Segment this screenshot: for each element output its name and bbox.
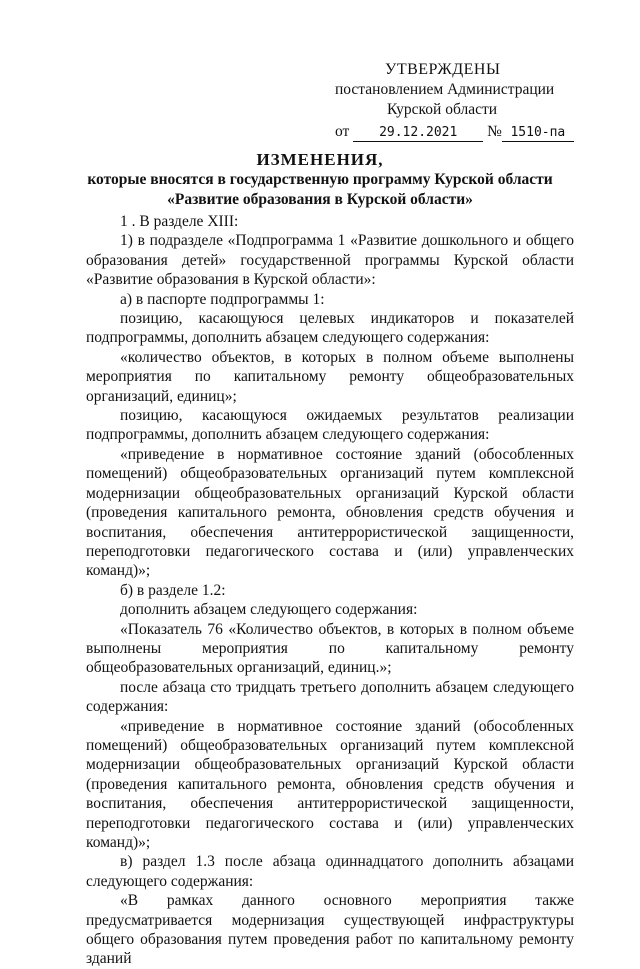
approval-date-line [335,122,605,142]
paragraph-14: «В рамках данного основного мероприятия также предусматривается модернизация существующей инфраструктуры общего образования путем проведения работ по капитальному ремонту зданий [86,892,574,968]
paragraph-6: позицию, касающуюся ожидаемых результатов реализации подпрограммы, дополнить абзацем следующего содержания: [86,407,574,444]
paragraph-5: «количество объектов, в которых в полном объеме выполнены мероприятия по капитальному ремонту общеобразовательных организаций, единиц»; [86,348,574,405]
approval-title: УТВЕРЖДЕНЫ [385,61,501,78]
paragraph-11: после абзаца сто тридцать третьего дополнить абзацем следующего содержания: [86,678,574,716]
number-value: 1510-па [502,125,574,142]
document-body [86,212,574,969]
paragraph-7: «приведение в нормативное состояние зданий (обособленных помещений) общеобразовательных организаций путем комплексной модернизации общеобразовательных организаций Курской области (проведения капитального ремонта, обновления средств обучения и воспитания, обеспечения антитеррористической защищенности, переподготовки педагогического состава и (или) управленческих команд)»; [86,445,574,580]
paragraph-3: а) в паспорте подпрограммы 1: [120,290,325,308]
paragraph-9: дополнить абзацем следующего содержания: [120,601,418,619]
heading-line-3: «Развитие образования в Курской области» [167,191,473,208]
paragraph-2: 1) в подразделе «Подпрограмма 1 «Развитие дошкольного и общего образования детей» государственной программы Курской области «Развитие образования в Курской области»: [86,232,574,289]
approval-line-2: Курской области [387,101,498,118]
paragraph-12: «приведение в нормативное состояние зданий (обособленных помещений) общеобразовательных организаций путем комплексной модернизации общеобразовательных организаций Курской области (проведения капитального ремонта, обновления средств обучения и воспитания, обеспечения антитеррористической защищенности, переподготовки педагогического состава и (или) управленческих команд)»; [86,717,574,851]
heading-line-2: которые вносятся в государственную программу Курской области [87,171,553,188]
approval-line-1: постановлением Администрации [335,81,555,98]
paragraph-13: в) раздел 1.3 после абзаца одиннадцатого дополнить абзацами следующего содержания: [86,853,574,890]
date-value: 29.12.2021 [353,125,483,142]
paragraph-4: позицию, касающуюся целевых индикаторов и показателей подпрограммы, дополнить абзацем следующего содержания: [86,310,574,347]
approval-block [335,60,605,142]
paragraph-8: б) в разделе 1.2: [120,581,226,599]
heading-title: ИЗМЕНЕНИЯ, [256,150,384,169]
paragraph-10: «Показатель 76 «Количество объектов, в которых в полном объеме выполнены мероприятия по капитальному ремонту общеобразовательных организаций, единиц.»; [86,620,574,677]
number-prefix: № [487,123,502,140]
document-heading [40,150,600,210]
paragraph-1: 1 . В разделе XIII: [120,213,239,230]
date-prefix: от [335,123,350,140]
